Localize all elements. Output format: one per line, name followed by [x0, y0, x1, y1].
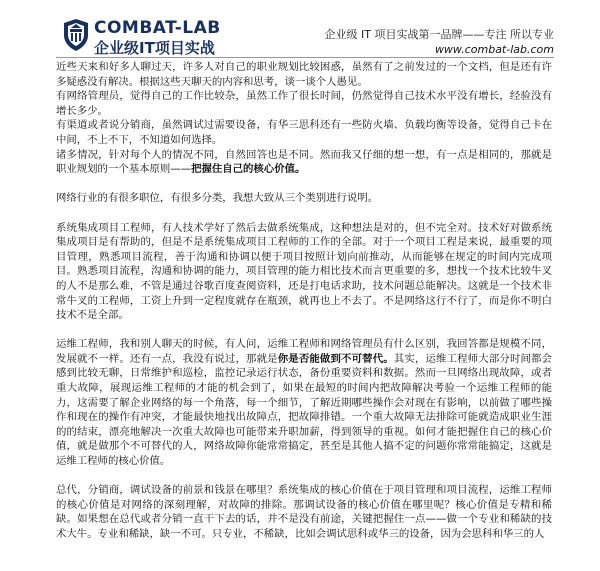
paragraph-ops-text-a: 运维工程师，我和别人聊天的时候，有人问，运维工程师和网络管理员有什么区别，我回答都是规模不同，发展就不一样。还有一点，我没有说过，那就是: [56, 338, 552, 365]
paragraph-principle-text: 诸多情况，针对每个人的情况不同，自然回答也是不同。然而我又仔细的想一想，有一点是相同的，那就是职业规划的一个基本原则——: [56, 148, 552, 176]
paragraph-system-integration: 系统集成项目工程师，有人技术学好了然后去做系统集成，这种想法是对的，但不完全对。技术好对做系统集成项目是有帮助的，但是不是系统集成项目工程师的工作的全部。对于一个项目工程是来说，最重要的项目管理，熟悉项目流程，善于沟通和协调以便于项目按照计划向前推动，从而能够在规定的时间内完成项目。熟悉项目流程，沟通和协调的能力，项目管理的能力相比技术而言更重要的多，想找一个技术比较牛叉的人不是那么难，不管是通过谷歌百度查阅资料，还是打电话求助，技术问题总能解决。这就是一个技术非常牛叉的工程师，工资上升到一定程度就存在瓶颈，就再也上不去了。不是网络这行不行了，而是你不明白技术不是全部。: [56, 221, 552, 322]
paragraph-intro: 近些天来和好多人聊过天，许多人对自己的职业规划比较困惑，虽然有了之前发过的一个文档，但是还有许多疑惑没有解决。根据这些天聊天的内容和思考，谈一谈个人愚见。: [56, 61, 552, 88]
paragraph-ops-text-b: 其实，运维工程师大部分时间都会感到比较无聊，日常维护和巡检，监控记录运行状态，备份重要资料和数据。然而一旦网络出现故障，或者重大故障，展现运维工程师的才能的机会到了，如果在最短的时间内把故障解决考验一个运维工程师的能力，这需要了解企业网络的每一个角落，每一个细节，了解近期哪些操作会对现在有影响，以前做了哪些操作和现在的操作有冲突，才能最快地找出故障点，把故障排错。一个重大故障无法排除可能就造成职业生涯的的结束，漂亮地解决一次重大故障也可能带来升职加薪，得到领导的重视。如何才能把握住自己的核心价值，就是做那个不可替代的人，网络故障你能常常搞定，甚至是其他人搞不定的问题你常常能搞定，这就是运维工程师的核心价值。: [56, 352, 553, 468]
paragraph-network-admin: 有网络管理员，觉得自己的工作比较杂，虽然工作了很长时间，仍然觉得自己技术水平没有增长，经验没有增长多少。: [56, 90, 552, 117]
brand-name-chinese: 企业级IT项目实战: [94, 39, 215, 57]
paragraph-categories: 网络行业的有很多职位，有很多分类，我想大致从三个类别进行说明。: [56, 192, 379, 205]
header-website: www.combat-lab.com: [434, 43, 554, 56]
paragraph-channel: 有渠道或者说分销商，虽然调试过需要设备，有华三思科还有一些防火墙、负载均衡等设备，觉得自己卡在中间，不上不下，不知道如何选择。: [56, 119, 552, 146]
paragraph-ops-emphasis: 你是否能做到不可替代。: [277, 352, 394, 365]
brand-name-english: COMBAT-LAB: [94, 18, 221, 38]
header-slogan: 企业级 IT 项目实战第一品牌——专注 所以专业: [324, 28, 554, 41]
page-header: [0, 0, 600, 60]
paragraph-principle: [56, 148, 552, 177]
header-divider: [56, 57, 554, 58]
document-body: [56, 60, 552, 542]
paragraph-ops-engineer: [56, 337, 552, 468]
paragraph-principle-emphasis: 把握住自己的核心价值。: [191, 163, 306, 176]
combat-lab-logo: [62, 18, 226, 56]
shield-logo-icon: [62, 18, 90, 52]
paragraph-distributor: 总代，分销商，调试设备的前景和钱景在哪里？系统集成的核心价值在于项目管理和项目流程，运维工程师的核心价值是对网络的深刻理解，对故障的排除。那调试设备的核心价值在哪里呢？核心价值是专精和稀缺。如果想在总代或者分销一直干下去的话，并不是没有前途，关键把握住一点——做一个专业和稀缺的技术大牛。专业和稀缺，缺一不可。只专业，不稀缺，比如会调试思科或华三的设备，因为会思科和华三的人: [56, 484, 552, 540]
